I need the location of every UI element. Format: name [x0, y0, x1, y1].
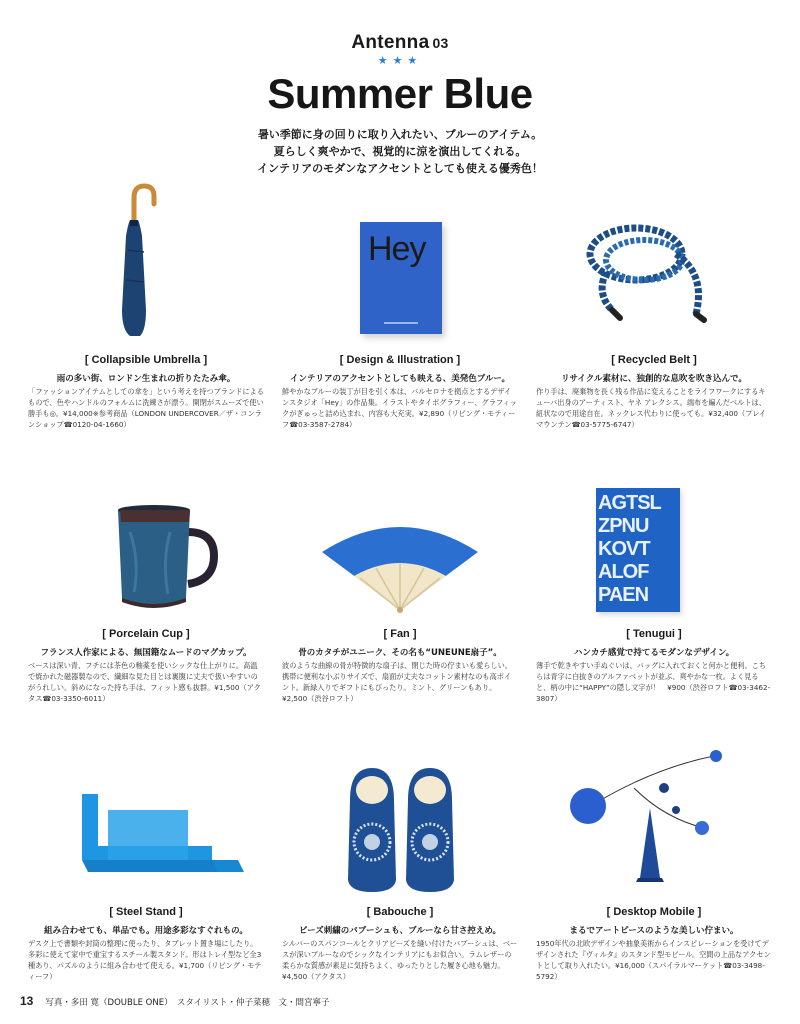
- tenugui-letters: KOVT: [598, 538, 650, 560]
- item-tagline: リサイクル素材に、独創的な息吹を吹き込んで。: [561, 374, 747, 384]
- item-tagline: フランス人作家による、無国籍なムードのマグカップ。: [40, 648, 252, 658]
- item-description: 波のような曲線の骨が特徴的な扇子は、閉じた時の佇まいも愛らしい。携帯に便利な小ぶりサイズで、扇面が丈夫なコットン素材なのも高ポイント。新緑入りでギフトにもぴったり。ミント、グリーンもあり。¥2,500（渋谷ロフト）: [282, 661, 513, 703]
- item-description: 「ファッションアイテムとしての傘を」という考えを持つブランドによるもので、色やハンドルのフォルムに洗練さが漂う。開閉がスムーズで使い勝手も◎。¥14,000※参考商品（LONDON UNDERCOVER／ザ・コンランショップ☎0120-04-1660）: [28, 387, 264, 429]
- item-description: 作り手は、廃棄物を長く残る作品に変えることをライフワークにするキューバ出身のアーティスト、ヤネ アレクシス。端布を編んだベルトは、紐状なので用途自在。ネックレス代わりに使っても。¥32,400（プレイマウンテン☎03-5775-6747）: [536, 387, 767, 429]
- item-name: [ Tenugui ]: [626, 628, 682, 640]
- tenugui-letters: ALOF: [598, 561, 649, 583]
- steel-stand-image: [68, 786, 248, 886]
- item-name: [ Steel Stand ]: [109, 906, 183, 918]
- item-name: [ Porcelain Cup ]: [102, 628, 190, 640]
- series-name: Antenna: [351, 32, 430, 53]
- tenugui-letters: AGTSL: [598, 492, 661, 514]
- item-name: [ Fan ]: [383, 628, 417, 640]
- item-name: [ Desktop Mobile ]: [606, 906, 702, 918]
- page-footer: [20, 994, 330, 1008]
- intro-line: 夏らしく爽やかで、視覚的に涼を演出してくれる。: [273, 145, 527, 158]
- item-description: 鮮やかなブルーの装丁が目を引く本は、バルセロナを拠点とするデザインスタジオ「Hey」の作品集。イラストやタイポグラフィー、グラフィックがぎゅっと詰め込まれ、内容も大充実。¥2,890（リビング・モティーフ☎03-3587-2784）: [282, 387, 517, 429]
- intro-text: [0, 126, 800, 177]
- item-name: [ Collapsible Umbrella ]: [84, 354, 208, 366]
- fan-image: [320, 510, 480, 620]
- tenugui-letters: ZPNU: [598, 515, 649, 537]
- item-description: 1950年代の北欧デザインや抽象美術からインスピレーションを受けてデザインされた『ヴィルタ』のスタンド型モビール。空間の上品なアクセントとして取り入れたい。¥16,000（スパイラルマーケット☎03-3498-5792）: [536, 939, 771, 981]
- page-title: Summer Blue: [267, 70, 533, 117]
- item-name: [ Design & Illustration ]: [339, 354, 461, 366]
- stars-decoration: ★★★: [377, 54, 423, 67]
- item-tagline: 骨のカタチがユニーク、その名も“UNEUNE扇子”。: [298, 648, 502, 658]
- item-tagline: インテリアのアクセントとしても映える、美発色ブルー。: [289, 374, 511, 384]
- item-tagline: 組み合わせても、単品でも。用途多彩なすぐれもの。: [44, 926, 248, 936]
- tenugui-image: [596, 488, 680, 612]
- series-label: [0, 32, 800, 54]
- intro-line: インテリアのモダンなアクセントとしても使える優秀色！: [257, 162, 543, 175]
- item-tagline: ビーズ刺繍のバブーシュも、ブルーなら甘さ控えめ。: [299, 926, 501, 936]
- series-number: 03: [432, 35, 449, 51]
- item-name: [ Babouche ]: [366, 906, 434, 918]
- credits: 写真・多田 寛（DOUBLE ONE） スタイリスト・仲子菜穂 文・間宮寧子: [45, 998, 330, 1008]
- book-image: [360, 222, 442, 334]
- desktop-mobile-image: [564, 748, 734, 898]
- cup-image: [110, 502, 230, 612]
- page-header: [0, 32, 800, 118]
- page-number: 13: [20, 994, 34, 1008]
- item-tagline: ハンカチ感覚で持てるモダンなデザイン。: [573, 648, 735, 658]
- item-description: ベースは深い青、フチには茶色の釉薬を使いシックな仕上がりに。高温で焼かれた磁器製なので、繊細な見た目とは裏腹に丈夫で扱いやすいのがうれしい。斜めになった持ち手は、フィット感も抜群。¥1,500（アクタス☎03-3350-6011）: [28, 661, 261, 703]
- item-description: 薄手で乾きやすい手ぬぐいは、バッグに入れておくと何かと便利。こちらは青字に白抜きのアルファベットが並ぶ、爽やかな一枚。よく見ると、柄の中に“HAPPY”の隠し文字が！ ¥900（渋谷ロフト☎03-3462-3807）: [536, 661, 771, 703]
- babouche-image: [342, 760, 462, 896]
- item-tagline: 雨の多い街、ロンドン生まれの折りたたみ傘。: [56, 374, 236, 384]
- item-description: デスク上で書類や封筒の整理に使ったり、タブレット置き場にしたり。多彩に使えて家中で重宝するスチール製スタンド。形はトレイ型など全3種あり、パズルのように組み合わせて使える。¥1,700（リビング・モティーフ）: [28, 939, 262, 981]
- item-description: シルバーのスパンコールとクリアビーズを縫い付けたバブーシュは、ベースが深いブルーなのでシックなインテリアにもお似合い。ラムレザーの柔らかな質感が素足に気持ちよく、ゆったりとした履き心地も魅力。¥4,500（アクタス）: [282, 939, 518, 981]
- item-name: [ Recycled Belt ]: [611, 354, 697, 366]
- belt-image: [576, 214, 726, 324]
- book-cover-text: Hey: [368, 230, 426, 268]
- item-tagline: まるでアートピースのような美しい佇まい。: [569, 926, 739, 936]
- umbrella-image: [106, 180, 186, 340]
- book-imprint-mark: [384, 322, 418, 324]
- tenugui-letters: PAEN: [598, 584, 649, 606]
- tenugui-pattern: [598, 492, 678, 607]
- intro-line: 暑い季節に身の回りに取り入れたい、ブルーのアイテム。: [257, 128, 543, 141]
